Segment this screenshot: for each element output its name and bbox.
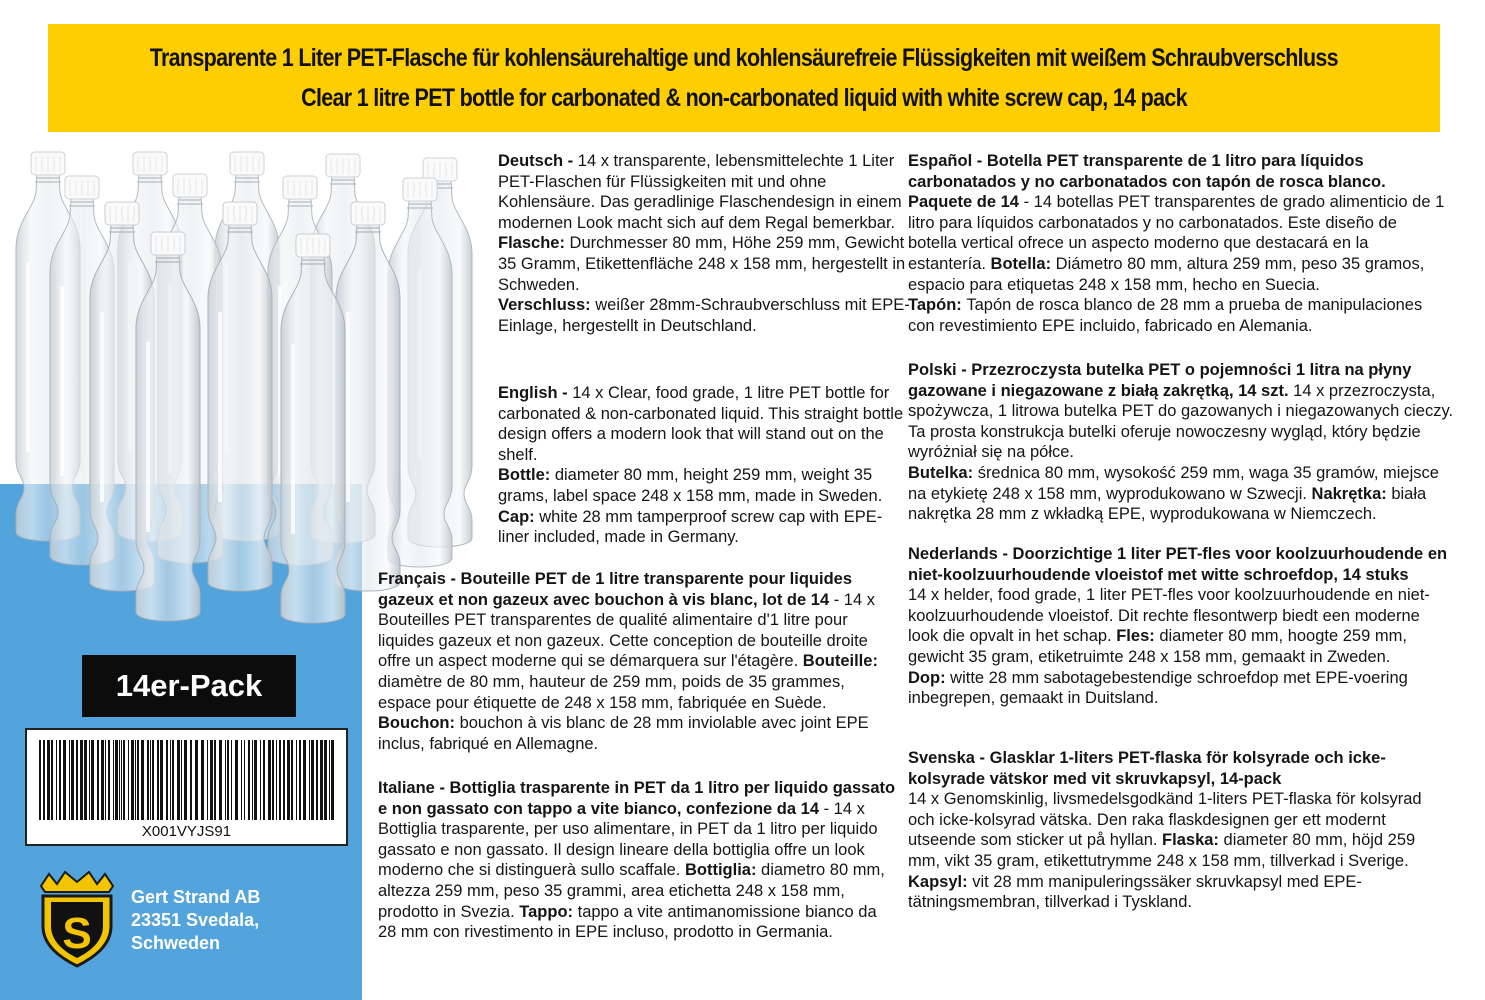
section-polish (908, 360, 1456, 525)
barcode-bar (207, 740, 208, 820)
barcode-bar (331, 740, 334, 820)
barcode-bar (89, 740, 90, 820)
section-lead: Español - Botella PET transparente de 1 litro para líquidos carbonatados y no carbonatados con tapón de rosca blanco. Paquete de 14 (908, 152, 1386, 212)
bottle-text: Diámetro 80 mm, altura 259 mm, peso 35 gramos, espacio para etiquetas 248 x 158 mm, hecho en Suecia. (908, 254, 1425, 294)
section-english (498, 383, 910, 548)
company-name: Gert Strand AB (131, 887, 261, 907)
barcode-bar (311, 740, 314, 820)
barcode-bar (210, 740, 213, 820)
barcode-bar (108, 740, 110, 820)
barcode-bar (177, 740, 180, 820)
section-french (378, 569, 898, 754)
barcode-bar (231, 740, 232, 820)
barcode-bar (291, 740, 293, 820)
bottle-label: Botella: (985, 254, 1056, 273)
barcode-bar (287, 740, 290, 820)
barcode-bar (170, 740, 171, 820)
barcode-bar (43, 740, 45, 820)
barcode-bars (37, 740, 336, 822)
section-intro: 14 x helder, food grade, 1 liter PET-fles voor koolzuurhoudende en niet-koolzuurhoudende vloeistof. Dit rechte flesontwerp biedt een moderne look die opvalt in het schap. (908, 586, 1430, 646)
company-country: Schweden (131, 933, 221, 953)
barcode-bar (91, 740, 94, 820)
bottle-text: Durchmesser 80 mm, Höhe 259 mm, Gewicht 35 Gramm, Etikettenfläche 248 x 158 mm, hergestellt in Schweden. (498, 234, 906, 294)
section-lead: Polski - Przezroczysta butelka PET o pojemności 1 litra na płyny gazowane i niegazowane z białą zakrętką, 14 szt. (908, 361, 1412, 400)
barcode-bar (80, 740, 83, 820)
section-dutch (908, 544, 1448, 709)
barcode-bar (214, 740, 216, 820)
barcode-bar (260, 740, 261, 820)
barcode-bar (160, 740, 163, 820)
barcode-bar (69, 740, 70, 820)
cap-label: Cap: (498, 507, 540, 526)
barcode-bar (56, 740, 57, 820)
barcode-bar (329, 740, 330, 820)
bottle-text: diametro 80 mm, altezza 259 mm, peso 35 grammi, area etichetta 248 x 158 mm, prodotto in Svezia. (378, 861, 885, 921)
barcode-bar (303, 740, 306, 820)
barcode-bar (76, 740, 78, 820)
section-intro: 14 x Clear, food grade, 1 litre PET bottle for carbonated & non-carbonated liquid. This straight bottle design offers a modern look that will stand out on the shelf. (498, 384, 904, 464)
barcode-bar (101, 740, 104, 820)
section-german (498, 151, 910, 336)
barcode-bar (181, 740, 182, 820)
barcode-bar (121, 740, 122, 820)
barcode-bar (152, 740, 154, 820)
pack-size-badge: 14er-Pack (82, 655, 296, 717)
section-lead: Deutsch - (498, 152, 578, 170)
barcode-bar (131, 740, 134, 820)
barcode-bar (195, 740, 198, 820)
bottle-label: Bouteille: (798, 652, 878, 671)
barcode-bar (279, 740, 281, 820)
section-lead: Italiane - Bottiglia trasparente in PET da 1 litro per liquido gassato e non gassato con tappo a vite bianco, confezione da 14 (378, 779, 896, 818)
barcode-bar (263, 740, 265, 820)
shield-logo-icon (35, 868, 119, 968)
barcode-bar (272, 740, 274, 820)
barcode-bar (84, 740, 87, 820)
cap-label: Dop: (908, 668, 951, 687)
cap-text: white 28 mm tamperproof screw cap with EPE-liner included, made in Germany. (498, 507, 883, 547)
bottle-text: diameter 80 mm, hoogte 259 mm, gewicht 35 gram, etiketruimte 248 x 158 mm, gemaakt in Zweden. (908, 627, 1407, 666)
section-intro: 14 x transparente, lebensmittelechte 1 Liter PET-Flaschen für Flüssigkeiten mit und ohne Kohlensäure. Das geradlinige Flaschendesign in einem modernen Look macht sich auf dem Regal bemerkbar. (498, 152, 902, 232)
section-intro: - 14 x Bouteilles PET transparentes de qualité alimentaire d'1 litre pour liquides gazeux et non gazeux. Cette conception de bouteille droite offre un aspect moderne qui se démarquera sur l'étagère. (378, 590, 875, 671)
barcode-bar (309, 740, 310, 820)
barcode-bar (97, 740, 99, 820)
cap-label: Tappo: (514, 902, 578, 921)
barcode-bar (190, 740, 192, 820)
barcode-bar (113, 740, 114, 820)
barcode-bar (105, 740, 106, 820)
barcode-bar (157, 740, 159, 820)
svg-text:S: S (62, 909, 92, 958)
bottle-label: Fles: (1111, 627, 1160, 646)
barcode-bar (254, 740, 257, 820)
bottle-text: diameter 80 mm, höjd 259 mm, vikt 35 gram, etikettutrymme 248 x 158 mm, tillverkad i Sverige. (908, 831, 1416, 870)
barcode-bar (59, 740, 61, 820)
section-lead: Nederlands - Doorzichtige 1 liter PET-fles voor koolzuurhoudende en niet-koolzuurhoudende vloeistof met witte schroefdop, 14 stuks (908, 545, 1448, 584)
barcode-bar (172, 740, 174, 820)
barcode-bar (227, 740, 229, 820)
bottle-label: Flaska: (1157, 831, 1224, 850)
barcode-bar (252, 740, 253, 820)
barcode-bar (299, 740, 301, 820)
barcode-bar (123, 740, 125, 820)
bottle-text: średnica 80 mm, wysokość 259 mm, waga 35 gramów, miejsce na etykietę 248 x 158 mm, wyprodukowano w Szwecji. (908, 463, 1439, 503)
section-intro: 14 x przezroczysta, spożywcza, 1 litrowa butelka PET do gazowanych i niegazowanych cieczy. Ta prosta konstrukcja butelki oferuje nowoczesny wygląd, który będzie wyróżniał się na półce. (908, 381, 1454, 462)
cap-text: witte 28 mm sabotagebestendige schroefdop met EPE-voering inbegrepen, gemaakt in Duitsland. (908, 668, 1408, 708)
bottle-text: diameter 80 mm, height 259 mm, weight 35 grams, label space 248 x 158 mm, made in Sweden. (498, 466, 883, 505)
section-spanish (908, 151, 1448, 336)
barcode-bar (320, 740, 323, 820)
cap-text: vit 28 mm manipuleringssäker skruvkapsyl med EPE-tätningsmembran, tillverkad i Tyskland. (908, 872, 1362, 912)
barcode-bar (235, 740, 238, 820)
section-intro: 14 x Genomskinlig, livsmedelsgodkänd 1-liters PET-flaska för kolsyrad och icke-kolsyrad vätska. Den raka flaskdesignen ger ett modernt utseende som sticker ut på hyllan. (908, 790, 1422, 850)
barcode-bar (184, 740, 187, 820)
barcode-bar (244, 740, 245, 820)
company-address (131, 886, 260, 955)
barcode-bar (283, 740, 285, 820)
barcode-label (25, 728, 348, 846)
barcode-bar (51, 740, 53, 820)
barcode-bar (115, 740, 118, 820)
barcode-bar (248, 740, 250, 820)
barcode-bar (316, 740, 318, 820)
bottle-label: Butelka: (908, 463, 978, 482)
cap-label: Kapsyl: (908, 872, 973, 891)
barcode-bar (241, 740, 242, 820)
cap-text: biała nakrętka 28 mm z wkładką EPE, wyprodukowana w Niemczech. (908, 484, 1427, 524)
barcode-bar (135, 740, 136, 820)
title-english: Clear 1 litre PET bottle for carbonated & non-carbonated liquid with white screw cap, 14 pack (301, 84, 1187, 112)
section-lead: Français - Bouteille PET de 1 litre transparente pour liquides gazeux et non gazeux avec bouchon à vis blanc, lot de 14 (378, 570, 853, 609)
barcode-bar (219, 740, 222, 820)
section-swedish (908, 748, 1448, 913)
title-german: Transparente 1 Liter PET-Flasche für kohlensäurehaltige und kohlensäurefreie Flüssigkeiten mit weißem Schraubverschluss (149, 44, 1339, 72)
barcode-bar (128, 740, 129, 820)
cap-text: bouchon à vis blanc de 28 mm inviolable avec joint EPE inclus, fabriqué en Allemagne. (378, 714, 869, 753)
cap-text: tappo a vite antimanomissione bianco da 28 mm con rivestimento in EPE incluso, prodotto in Germania. (378, 902, 877, 942)
title-banner (48, 24, 1440, 132)
cap-text: Tapón de rosca blanco de 28 mm a prueba de manipulaciones con revestimiento EPE incluido, fabricado en Alemania. (908, 296, 1423, 335)
section-italian (378, 778, 898, 943)
section-intro: - 14 botellas PET transparentes de grado alimenticio de 1 litro para líquidos carbonatados y no carbonatados. Este diseño de botella vertical ofrece un aspecto moderno que destacará en la estantería. (908, 193, 1445, 273)
bottle-text: diamètre de 80 mm, hauteur de 259 mm, poids de 35 grammes, espace pour étiquette de 248 x 158 mm, fabriquée en Suède. (378, 672, 845, 712)
section-intro: - 14 x Bottiglia trasparente, per uso alimentare, in PET da 1 litro per liquido gassato e non gassato. Il design lineare della bottiglia offre un look moderno che si distinguerà sullo scaffale. (378, 799, 878, 880)
barcode-bar (225, 740, 226, 820)
barcode-bar (150, 740, 151, 820)
bottle-label: Bottiglia: (680, 861, 762, 880)
cap-label: Verschluss: (498, 296, 596, 315)
barcode-bar (71, 740, 74, 820)
bottle-label: Flasche: (498, 234, 570, 253)
barcode-bar (137, 740, 139, 820)
section-lead: English - (498, 384, 573, 402)
cap-label: Bouchon: (378, 714, 460, 733)
barcode-bar (63, 740, 66, 820)
barcode-code: X001VYJS91 (141, 823, 232, 840)
barcode-bar (201, 740, 204, 820)
cap-text: weißer 28mm-Schraubverschluss mit EPE-Einlage, hergestellt in Deutschland. (498, 296, 910, 335)
barcode-bar (166, 740, 168, 820)
company-city: 23351 Svedala, (131, 910, 260, 930)
barcode-bar (268, 740, 271, 820)
barcode-bar (147, 740, 149, 820)
barcode-bar (141, 740, 144, 820)
barcode-bar (39, 740, 41, 820)
cap-label: Nakrętka: (1306, 484, 1392, 503)
cap-label: Tapón: (908, 296, 967, 315)
barcode-bar (119, 740, 120, 820)
barcode-bar (47, 740, 50, 820)
barcode-bar (324, 740, 327, 820)
section-lead: Svenska - Glasklar 1-liters PET-flaska för kolsyrade och icke-kolsyrade vätskor med vit skruvkapsyl, 14-pack (908, 749, 1386, 788)
bottle-label: Bottle: (498, 466, 555, 485)
barcode-bar (296, 740, 297, 820)
barcode-bar (276, 740, 277, 820)
